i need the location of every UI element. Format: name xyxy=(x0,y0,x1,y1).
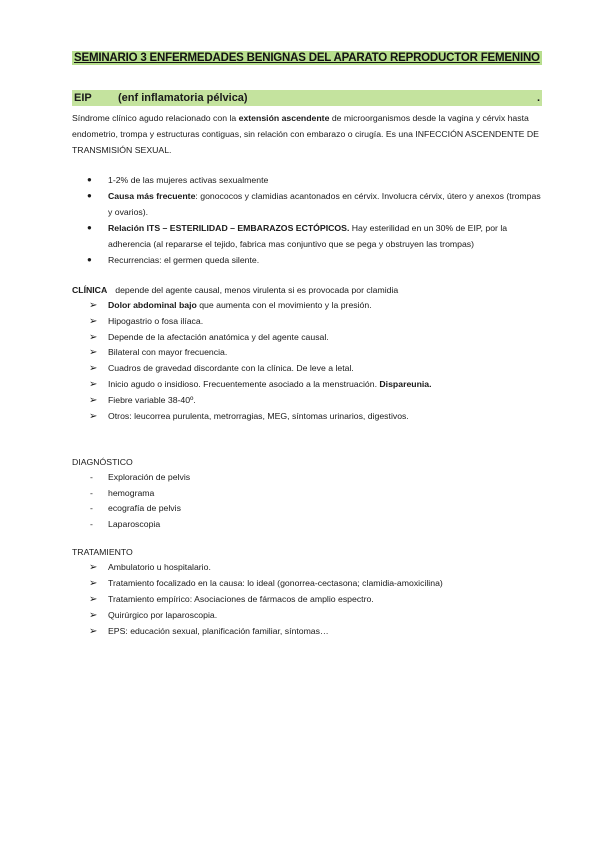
arrow-bullet-icon: ➢ xyxy=(89,347,98,359)
item-text: Depende de la afectación anatómica y del agente causal. xyxy=(108,331,329,342)
arrow-bullet-icon: ➢ xyxy=(89,331,98,343)
arrow-bullet-icon: ➢ xyxy=(89,410,98,422)
arrow-bullet-icon: ➢ xyxy=(89,363,98,375)
arrow-bullet-icon: ➢ xyxy=(89,315,98,327)
clinica-subtitle: depende del agente causal, menos virulenta si es provocada por clamidia xyxy=(115,285,399,295)
bullet-text: Hay esterilidad en un 30% de EIP, por la adherencia (al repararse el tejido, fabrica mas conjuntivo que se pega y obstruyen las trompas) xyxy=(108,223,508,249)
arrow-bullet-icon: ➢ xyxy=(89,300,98,311)
list-item xyxy=(72,172,542,188)
document-page xyxy=(72,48,542,639)
list-item xyxy=(72,361,542,377)
diagnostico-list xyxy=(72,470,542,532)
intro-bold: extensión ascendente xyxy=(238,113,330,123)
list-item xyxy=(72,486,542,502)
list-item xyxy=(72,393,542,409)
list-item xyxy=(72,188,542,220)
bullet-icon: ● xyxy=(87,191,92,200)
list-item xyxy=(72,409,542,425)
list-item xyxy=(72,220,542,252)
list-item xyxy=(72,470,542,486)
dash-bullet-icon: - xyxy=(90,472,93,483)
list-item xyxy=(72,314,542,330)
item-text: EPS: educación sexual, planificación familiar, síntomas… xyxy=(108,625,329,636)
list-item xyxy=(72,560,542,576)
diagnostico-heading: DIAGNÓSTICO xyxy=(72,457,133,468)
item-text: Tratamiento focalizado en la causa: lo ideal (gonorrea-cectasona; clamidia-amoxicilina) xyxy=(108,578,443,589)
arrow-bullet-icon: ➢ xyxy=(89,578,98,590)
eip-trailing-dot: . xyxy=(536,92,540,104)
eip-name: (enf inflamatoria pélvica) xyxy=(118,92,248,104)
list-item xyxy=(72,592,542,608)
list-item xyxy=(72,576,542,592)
item-text: Laparoscopia xyxy=(108,518,161,529)
item-text: Exploración de pelvis xyxy=(108,472,191,483)
bullet-icon: ● xyxy=(87,223,92,232)
eip-bullet-list xyxy=(72,172,542,268)
arrow-bullet-icon: ➢ xyxy=(89,378,98,390)
eip-intro-paragraph xyxy=(72,110,542,158)
dash-bullet-icon: - xyxy=(90,503,93,514)
clinica-title: CLÍNICA xyxy=(72,285,108,295)
item-bold: Dolor abdominal bajo xyxy=(108,300,197,310)
list-item xyxy=(72,517,542,533)
bullet-icon: ● xyxy=(87,255,92,264)
arrow-bullet-icon: ➢ xyxy=(89,609,98,621)
item-text: Inicio agudo o insidioso. Frecuentemente asociado a la menstruación. xyxy=(108,378,380,389)
item-text: Ambulatorio u hospitalario. xyxy=(108,562,211,573)
bullet-icon: ● xyxy=(87,175,92,184)
bullet-text: Recurrencias: el germen queda silente. xyxy=(108,255,260,265)
eip-abbr: EIP xyxy=(74,92,92,104)
dash-bullet-icon: - xyxy=(90,487,93,498)
intro-text-a: Síndrome clínico agudo relacionado con la xyxy=(72,113,239,123)
arrow-bullet-icon: ➢ xyxy=(89,593,98,605)
tratamiento-heading: TRATAMIENTO xyxy=(72,547,133,558)
bullet-bold: Relación ITS – ESTERILIDAD – EMBARAZOS ECTÓPICOS. xyxy=(108,223,350,233)
eip-heading-bar xyxy=(72,90,542,106)
item-text: Bilateral con mayor frecuencia. xyxy=(108,347,228,358)
item-text: ecografía de pelvis xyxy=(108,503,181,514)
bullet-text: 1-2% de las mujeres activas sexualmente xyxy=(108,175,269,185)
clinica-heading xyxy=(72,282,542,298)
intro-text-b: de microorganismos desde la vagina y cérvix hasta endometrio, trompa y estructuras contiguas, sin relación con embarazo o cirugía. Es una INFECCIÓN ASCENDENTE DE TRANSMISIÓN SEXUAL. xyxy=(72,113,539,155)
item-text: que aumenta con el movimiento y la presión. xyxy=(196,300,372,310)
item-text: Cuadros de gravedad discordante con la clínica. De leve a letal. xyxy=(108,363,354,374)
bullet-text: : gonococos y clamidias acantonados en cérvix. Involucra cérvix, útero y anexos (trompas y ovarios). xyxy=(108,191,541,217)
list-item xyxy=(72,330,542,346)
list-item xyxy=(72,377,542,393)
document-title-row xyxy=(72,48,542,66)
document-title: SEMINARIO 3 ENFERMEDADES BENIGNAS DEL APARATO REPRODUCTOR FEMENINO xyxy=(74,52,540,64)
tratamiento-list xyxy=(72,560,542,639)
arrow-bullet-icon: ➢ xyxy=(89,562,98,574)
item-bold: Dispareunia. xyxy=(379,378,432,389)
item-text: Quirúrgico por laparoscopia. xyxy=(108,609,218,620)
arrow-bullet-icon: ➢ xyxy=(89,394,98,406)
item-text: Fiebre variable 38-40º. xyxy=(108,394,196,405)
arrow-bullet-icon: ➢ xyxy=(89,625,98,637)
list-item xyxy=(72,298,542,314)
list-item xyxy=(72,501,542,517)
item-text: Otros: leucorrea purulenta, metrorragias, MEG, síntomas urinarios, digestivos. xyxy=(108,410,409,421)
list-item xyxy=(72,608,542,624)
clinica-list xyxy=(72,298,542,424)
list-item xyxy=(72,345,542,361)
list-item xyxy=(72,252,542,268)
item-text: Hipogastrio o fosa ilíaca. xyxy=(108,315,204,326)
item-text: hemograma xyxy=(108,487,155,498)
dash-bullet-icon: - xyxy=(90,518,93,529)
list-item xyxy=(72,624,542,640)
bullet-bold: Causa más frecuente xyxy=(108,191,196,201)
item-text: Tratamiento empírico: Asociaciones de fármacos de amplio espectro. xyxy=(108,593,374,604)
